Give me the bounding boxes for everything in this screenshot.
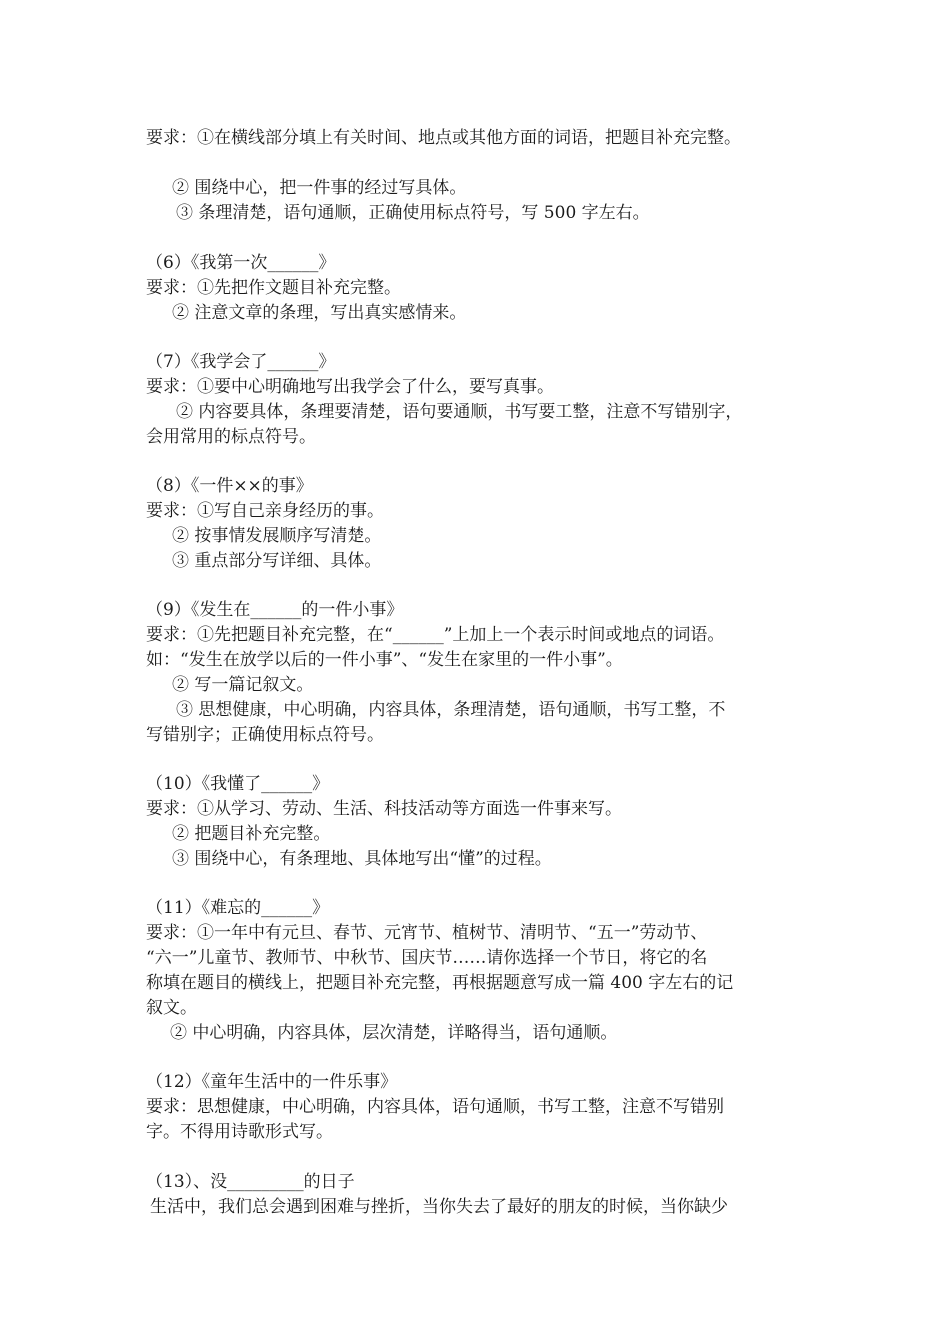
requirement-line: 写错别字；正确使用标点符号。	[146, 725, 384, 745]
requirement-line: 要求：①写自己亲身经历的事。	[146, 501, 384, 521]
essay-title: （10）《我懂了______》	[146, 774, 330, 794]
requirement-line: 要求：①在横线部分填上有关时间、地点或其他方面的词语，把题目补充完整。	[146, 128, 741, 148]
requirement-line: ③ 围绕中心，有条理地、具体地写出“懂”的过程。	[172, 849, 552, 869]
essay-title: （7）《我学会了______》	[146, 352, 336, 372]
requirement-line: 字。不得用诗歌形式写。	[146, 1122, 333, 1142]
requirement-line: ② 内容要具体，条理要清楚，语句要通顺，书写要工整，注意不写错别字，	[176, 402, 743, 422]
requirement-line: 会用常用的标点符号。	[146, 427, 316, 447]
requirement-line: 如：“发生在放学以后的一件小事”、“发生在家里的一件小事”。	[146, 650, 623, 670]
requirement-line: 要求：①先把作文题目补充完整。	[146, 278, 401, 298]
requirement-line: ② 写一篇记叙文。	[172, 675, 314, 695]
requirement-line: ③ 思想健康，中心明确，内容具体，条理清楚，语句通顺，书写工整，不	[176, 700, 726, 720]
essay-title: （13）、没_________的日子	[146, 1172, 355, 1192]
requirement-line: 叙文。	[146, 998, 197, 1018]
requirement-line: ② 把题目补充完整。	[172, 824, 331, 844]
requirement-line: 称填在题目的横线上，把题目补充完整，再根据题意写成一篇 400 字左右的记	[146, 973, 734, 993]
essay-title: （11）《难忘的______》	[146, 898, 330, 918]
requirement-line: ② 中心明确，内容具体，层次清楚，详略得当，语句通顺。	[170, 1023, 618, 1043]
essay-title: （8）《一件××的事》	[146, 476, 313, 496]
requirement-line: 要求：思想健康，中心明确，内容具体，语句通顺，书写工整，注意不写错别	[146, 1097, 724, 1117]
essay-title: （6）《我第一次______》	[146, 253, 336, 273]
essay-title: （9）《发生在______的一件小事》	[146, 600, 404, 620]
requirement-line: ② 围绕中心，把一件事的经过写具体。	[172, 178, 467, 198]
body-text-line: 生活中，我们总会遇到困难与挫折，当你失去了最好的朋友的时候，当你缺少	[150, 1197, 728, 1217]
requirement-line: ② 注意文章的条理，写出真实感情来。	[172, 303, 467, 323]
requirement-line: ② 按事情发展顺序写清楚。	[172, 526, 382, 546]
requirement-line: ③ 条理清楚，语句通顺，正确使用标点符号，写 500 字左右。	[176, 203, 650, 223]
essay-title: （12）《童年生活中的一件乐事》	[146, 1072, 398, 1092]
requirement-line: 要求：①要中心明确地写出我学会了什么，要写真事。	[146, 377, 554, 397]
requirement-line: ③ 重点部分写详细、具体。	[172, 551, 382, 571]
requirement-line: 要求：①先把题目补充完整，在“______”上加上一个表示时间或地点的词语。	[146, 625, 725, 645]
requirement-line: “六一”儿童节、教师节、中秋节、国庆节……请你选择一个节日，将它的名	[146, 948, 708, 968]
requirement-line: 要求：①从学习、劳动、生活、科技活动等方面选一件事来写。	[146, 799, 622, 819]
requirement-line: 要求：①一年中有元旦、春节、元宵节、植树节、清明节、“五一”劳动节、	[146, 923, 708, 943]
